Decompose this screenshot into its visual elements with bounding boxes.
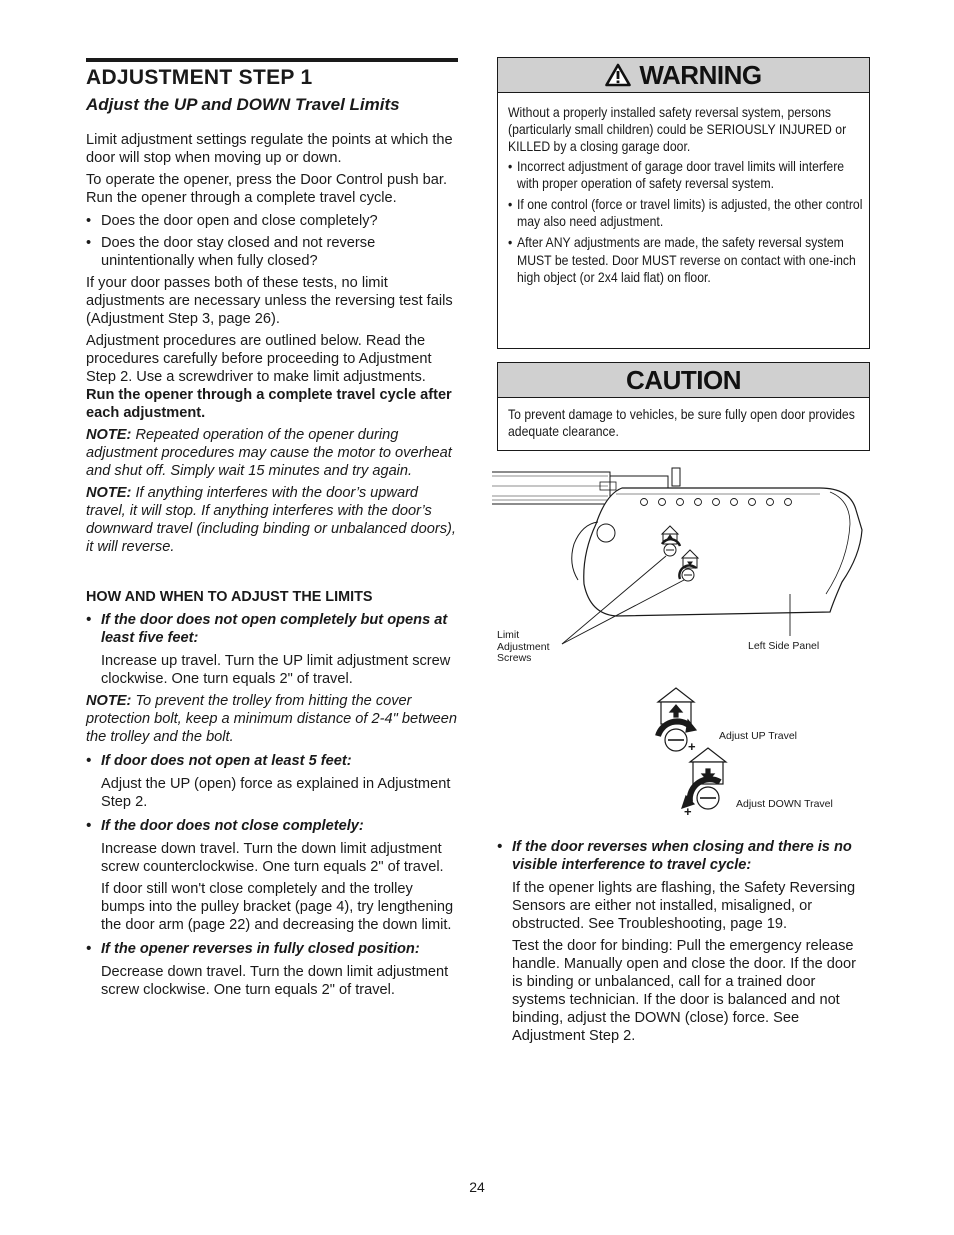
- caution-box: [497, 362, 870, 451]
- left-side-panel-label: Left Side Panel: [748, 640, 820, 652]
- case-3-text-1: Increase down travel. Turn the down limit adjustment screw counterclockwise. One turn equals 2" of travel.: [101, 841, 444, 875]
- case-5-text-1: If the opener lights are flashing, the Safety Reversing Sensors are either not installed, misaligned, or obstructed. See Troubleshooting, page 19.: [512, 880, 856, 932]
- case-4-title: • If the opener reverses in fully closed position:: [86, 941, 420, 957]
- warning-bullet: • Incorrect adjustment of garage door travel limits will interfere with proper operation of safety reversal system.: [508, 158, 845, 191]
- adjust-down-icon: [682, 748, 726, 809]
- intro-paragraph-2: To operate the opener, press the Door Control push bar. Run the opener through a complete travel cycle.: [86, 172, 448, 206]
- note-1: NOTE: Repeated operation of the opener during adjustment procedures may cause the motor to overheat and shut off. Simply wait 15 minutes and try again.: [86, 427, 452, 479]
- warning-bullet: • If one control (force or travel limits) is adjusted, the other control may also need adjustment.: [508, 197, 863, 230]
- warning-title: WARNING: [639, 59, 762, 90]
- procedure-paragraph: Adjustment procedures are outlined below. Read the procedures carefully before proceeding to Adjustment Step 2. Use a screwdriver to make limit adjustments. Run the opener through a complete travel cycle after each adjustment.: [86, 333, 452, 421]
- case-3-text-2: If door still won't close completely and the trolley bumps into the pulley bracket (page 4), try lengthening the door arm (page 22) and decreasing the down limit.: [101, 881, 454, 933]
- warning-box: [497, 57, 870, 349]
- pass-paragraph: If your door passes both of these tests, no limit adjustments are necessary unless the reversing test fails (Adjustment Step 3, page 26).: [86, 275, 453, 327]
- heading-rule: [86, 58, 458, 62]
- case-1-text: Increase up travel. Turn the UP limit adjustment screw clockwise. One turn equals 2" of travel.: [101, 653, 451, 687]
- case-2-title: • If door does not open at least 5 feet:: [86, 753, 352, 769]
- limit-screws-label: Limit Adjustment Screws: [497, 629, 550, 664]
- case-1-title: • If the door does not open completely but opens at least five feet:: [86, 612, 448, 646]
- note-3: NOTE: To prevent the trolley from hitting the cover protection bolt, keep a minimum distance of 2-4" between the trolley and the bolt.: [86, 693, 458, 745]
- case-2-text: Adjust the UP (open) force as explained in Adjustment Step 2.: [101, 776, 451, 810]
- case-5-title: • If the door reverses when closing and there is no visible interference to travel cycle:: [497, 839, 852, 873]
- vent-holes: [641, 499, 792, 506]
- warning-intro: Without a properly installed safety reversal system, persons (particularly small children) could be SERIOUSLY INJURED or KILLED by a closing garage door.: [508, 105, 847, 155]
- caution-body: To prevent damage to vehicles, be sure fully open door provides adequate clearance.: [508, 407, 855, 440]
- page-title: ADJUSTMENT STEP 1: [86, 66, 313, 89]
- warning-bullet: • After ANY adjustments are made, the safety reversal system MUST be tested. Door MUST reverse on contact with one-inch high object (or 2x4 laid flat) on floor.: [508, 235, 856, 285]
- how-heading: HOW AND WHEN TO ADJUST THE LIMITS: [86, 589, 373, 605]
- page-number: 24: [469, 1179, 485, 1195]
- note-2: NOTE: If anything interferes with the door’s upward travel, it will stop. If anything interferes with the door’s downward travel (including binding or unbalanced doors), it will reverse.: [86, 485, 456, 555]
- case-4-text: Decrease down travel. Turn the down limit adjustment screw clockwise. One turn equals 2" of travel.: [101, 964, 449, 998]
- light-lens-icon: [597, 524, 615, 542]
- warning-header: [498, 58, 869, 93]
- check-item: • Does the door stay closed and not reverse unintentionally when fully closed?: [86, 235, 376, 269]
- motor-housing-illustration: [572, 488, 862, 616]
- intro-paragraph-1: Limit adjustment settings regulate the points at which the door will stop when moving up or down.: [86, 132, 453, 166]
- caution-header: CAUTION: [498, 363, 869, 398]
- plus-sign-down: +: [684, 804, 692, 819]
- adjust-up-label: Adjust UP Travel: [719, 730, 798, 742]
- adjust-down-label: Adjust DOWN Travel: [736, 798, 833, 810]
- right-column-text: [497, 838, 869, 1045]
- warning-triangle-icon: [605, 63, 631, 87]
- left-column: [86, 58, 458, 999]
- warning-body: [508, 104, 866, 286]
- plus-sign-up: +: [688, 739, 696, 754]
- case-5-text-2: Test the door for binding: Pull the emergency release handle. Manually open and close the door. If the door is binding or unbalanced, call for a trained door systems technician. If the door is balanced and not binding, adjust the DOWN (close) force. See Adjustment Step 2.: [512, 938, 857, 1044]
- check-item: • Does the door open and close completely?: [86, 213, 378, 229]
- case-3-title: • If the door does not close completely:: [86, 818, 364, 834]
- section-subtitle: Adjust the UP and DOWN Travel Limits: [86, 95, 400, 114]
